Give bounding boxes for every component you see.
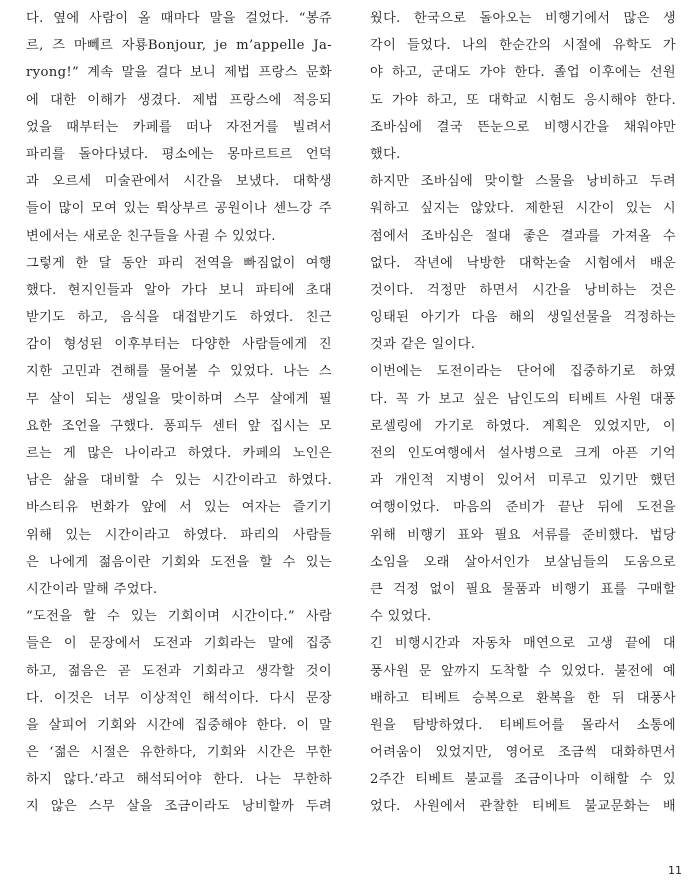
text-line: 도 가야 하고, 또 대학교 시험도 응시해야 한다.	[370, 92, 676, 108]
text-line: 위해 비행기 표와 필요 서류를 준비했다. 법당	[370, 527, 676, 543]
text-line: 위해 있는 시간이라고 하였다. 파리의 사람들	[26, 527, 332, 543]
text-line: 수 있었다.	[370, 609, 432, 625]
text-line: 로셀링에 가기로 하였다. 계획은 있었지만, 이	[370, 418, 676, 434]
text-line: 웠다. 한국으로 돌아오는 비행기에서 많은 생	[370, 11, 676, 26]
text-line: 과 오르세 미술관에서 시간을 보냈다. 대학생	[26, 174, 332, 190]
text-line: 들은 이 문장에서 도전과 기회라는 말에 집중	[26, 636, 332, 652]
text-line: 큰 걱정 없이 필요 물품과 비행기 표를 구매할	[370, 581, 676, 597]
text-line: ryong!” 계속 말을 걸다 보니 제법 프랑스 문화	[26, 65, 332, 81]
text-line: 파리를 돌아다녔다. 평소에는 몽마르트르 언덕	[26, 146, 332, 162]
text-line: 다. 이것은 너무 이상적인 해석이다. 다시 문장	[26, 690, 332, 706]
text-line: 했다.	[370, 146, 401, 162]
text-line: 다. 꼭 가 보고 싶은 남인도의 티베트 사원 대풍	[370, 391, 676, 407]
text-line: 지한 고민과 견해를 물어볼 수 있었다. 나는 스	[26, 364, 332, 380]
text-line: 전의 인도여행에서 설사병으로 크게 아픈 기억	[370, 446, 676, 461]
text-line: 지 않은 스무 살을 조금이라도 낭비할까 두려	[26, 799, 332, 815]
text-line: “도전을 할 수 있는 기회이며 시간이다.” 사람	[26, 609, 332, 625]
text-line: 받기도 하고, 음식을 대접받기도 하였다. 친근	[26, 310, 332, 326]
text-line: 2주간 티베트 불교를 조금이나마 이해할 수 있	[370, 772, 676, 788]
page-number: 11	[668, 864, 682, 877]
text-line: 감이 형성된 이후부터는 다양한 사람들에게 진	[26, 337, 332, 353]
text-line: 워하고 싶지는 않았다. 제한된 시간이 있는 시	[370, 201, 676, 217]
right-text-column	[370, 5, 676, 821]
text-line: 여행이었다. 마음의 준비가 끝난 뒤에 도전을	[370, 500, 676, 516]
text-line: 었다. 사원에서 관찰한 티베트 불교문화는 배	[370, 799, 676, 815]
text-line: 다. 옆에 사람이 올 때마다 말을 걸었다. “봉쥬	[26, 11, 332, 26]
text-line: 은 나에게 젊음이란 기회와 도전을 할 수 있는	[26, 554, 332, 570]
text-line: 시간이라 말해 주었다.	[26, 581, 158, 597]
text-line: 하지만 조바심에 맞이할 스물을 낭비하고 두려	[370, 174, 676, 190]
left-text-column	[26, 5, 332, 821]
text-line: 것과 같은 일이다.	[370, 337, 476, 353]
text-line: 르, 즈 마뻬르 자룡Bonjour, je m’appelle Ja-	[26, 38, 332, 54]
text-line: 을 살피어 기회와 시간에 집중해야 한다. 이 말	[26, 717, 332, 733]
text-line: 잉태된 아기가 다음 해의 생일선물을 걱정하는	[370, 310, 676, 326]
text-line: 은 ‘젊은 시절은 유한하다, 기회와 시간은 무한	[26, 745, 332, 761]
text-line: 배하고 티베트 승복으로 환복을 한 뒤 대풍사	[370, 690, 676, 706]
text-line: 과 개인적 지병이 있어서 미루고 있기만 했던	[370, 473, 676, 489]
text-line: 들이 많이 모여 있는 뤽상부르 공원이나 센느강 주	[26, 201, 332, 217]
text-line: 풍사원 문 앞까지 도착할 수 있었다. 불전에 예	[370, 663, 676, 679]
text-line: 했다. 현지인들과 알아 가다 보니 파티에 초대	[26, 282, 332, 298]
text-line: 르는 게 많은 나이라고 하였다. 카페의 노인은	[26, 446, 332, 461]
text-line: 것이다. 걱정만 하면서 시간을 낭비하는 것은	[370, 282, 676, 298]
text-line: 조바심에 결국 뜬눈으로 비행시간을 채워야만	[370, 119, 676, 135]
text-line: 변에서는 새로운 친구들을 사귈 수 있었다.	[26, 228, 276, 244]
text-line: 야 하고, 군대도 가야 한다. 졸업 이후에는 선원	[370, 65, 676, 81]
text-line: 바스티유 번화가 앞에 서 있는 여자는 즐기기	[26, 500, 332, 516]
text-line: 원을 탐방하였다. 티베트어를 몰라서 소통에	[370, 717, 676, 733]
text-line: 었을 때부터는 카페를 떠나 자전거를 빌려서	[26, 119, 332, 135]
text-line: 각이 들었다. 나의 한순간의 시절에 유학도 가	[370, 38, 676, 54]
text-line: 어려움이 있었지만, 영어로 조금씩 대화하면서	[370, 745, 676, 761]
text-line: 없다. 작년에 낙방한 대학논술 시험에서 배운	[370, 255, 676, 271]
text-line: 무 살이 되는 생일을 맞이하며 스무 살에게 필	[26, 391, 332, 407]
text-line: 점에서 조바심은 절대 좋은 결과를 가져올 수	[370, 228, 676, 244]
text-line: 하고, 젊음은 곧 도전과 기회라고 생각할 것이	[26, 663, 332, 679]
text-line: 요한 조언을 구했다. 퐁피두 센터 앞 집시는 모	[26, 418, 332, 434]
text-line: 소임을 오래 살아서인가 보살님들의 도움으로	[370, 554, 676, 570]
text-line: 그렇게 한 달 동안 파리 전역을 빠짐없이 여행	[26, 255, 332, 271]
text-line: 에 대한 이해가 생겼다. 제법 프랑스에 적응되	[26, 92, 332, 108]
text-line: 긴 비행시간과 자동차 매연으로 고생 끝에 대	[370, 636, 676, 652]
text-line: 하지 않다.’라고 해석되어야 한다. 나는 무한하	[26, 772, 332, 788]
text-line: 남은 삶을 대비할 수 있는 시간이라고 하였다.	[26, 473, 332, 489]
text-line: 이번에는 도전이라는 단어에 집중하기로 하였	[370, 364, 676, 380]
